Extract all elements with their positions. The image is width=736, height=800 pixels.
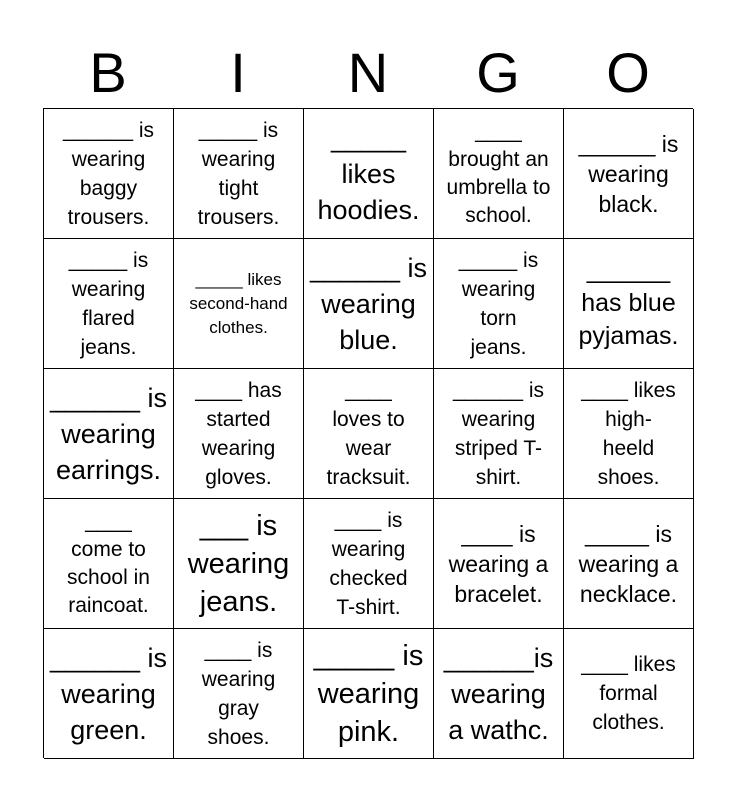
- bingo-board: [43, 108, 693, 758]
- cell-text: ______ has blue pyjamas.: [578, 256, 679, 350]
- bingo-cell-r4c2[interactable]: [174, 499, 304, 629]
- cell-text: ___ is wearing jeans.: [187, 509, 290, 618]
- bingo-cell-r2c3[interactable]: [304, 239, 434, 369]
- cell-text: ____ has started wearing gloves.: [195, 378, 282, 489]
- header-letter-b: B: [89, 41, 127, 104]
- cell-text: ______ is wearing earrings.: [49, 382, 168, 485]
- cell-text: ____ brought an umbrella to school.: [446, 119, 551, 227]
- bingo-cell-r5c1[interactable]: [44, 629, 174, 759]
- cell-text: ____ likes high- heeld shoes.: [581, 378, 676, 489]
- bingo-cell-r3c4[interactable]: [434, 369, 564, 499]
- cell-text: ______ is wearing black.: [578, 130, 679, 217]
- bingo-cell-r2c2[interactable]: [174, 239, 304, 369]
- cell-text: _____ is wearing tight trousers.: [197, 118, 280, 229]
- cell-text: ______ is wearing green.: [49, 642, 168, 745]
- cell-text: ____ is wearing a bracelet.: [448, 520, 549, 607]
- bingo-cell-r5c2[interactable]: [174, 629, 304, 759]
- header-letter-o: O: [606, 41, 650, 104]
- header-letter-i: I: [230, 41, 246, 104]
- bingo-cell-r4c4[interactable]: [434, 499, 564, 629]
- cell-text: ____ likes formal clothes.: [581, 653, 676, 734]
- bingo-cell-r4c3[interactable]: [304, 499, 434, 629]
- bingo-cell-r3c2[interactable]: [174, 369, 304, 499]
- cell-text: ____ come to school in raincoat.: [67, 509, 150, 617]
- cell-text: _____ is wearing flared jeans.: [68, 248, 149, 359]
- bingo-cell-r1c4[interactable]: [434, 109, 564, 239]
- cell-text: _____ is wearing torn jeans.: [458, 248, 539, 359]
- bingo-cell-r2c5[interactable]: [564, 239, 694, 369]
- bingo-cell-r1c2[interactable]: [174, 109, 304, 239]
- bingo-cell-r5c4[interactable]: [434, 629, 564, 759]
- cell-text: _____ is wearing pink.: [313, 639, 424, 748]
- cell-text: _____ likes second-hand clothes.: [189, 269, 288, 337]
- cell-text: ____ is wearing gray shoes.: [201, 638, 276, 749]
- bingo-cell-r4c1[interactable]: [44, 499, 174, 629]
- bingo-cell-r3c1[interactable]: [44, 369, 174, 499]
- bingo-cell-r2c1[interactable]: [44, 239, 174, 369]
- cell-text: _____ is wearing a necklace.: [578, 520, 679, 607]
- cell-text: ______ is wearing baggy trousers.: [62, 118, 155, 229]
- bingo-cell-r3c3[interactable]: [304, 369, 434, 499]
- header-letter-g: G: [476, 41, 520, 104]
- bingo-cell-r2c4[interactable]: [434, 239, 564, 369]
- bingo-cell-r1c3[interactable]: [304, 109, 434, 239]
- cell-text: ____ loves to wear tracksuit.: [326, 378, 411, 489]
- bingo-cell-r1c5[interactable]: [564, 109, 694, 239]
- cell-text: ____ is wearing checked T-shirt.: [329, 508, 408, 619]
- cell-text: ______is wearing a wathc.: [443, 642, 554, 745]
- bingo-header: [43, 38, 693, 108]
- header-letter-n: N: [347, 41, 389, 104]
- cell-text: ______ is wearing striped T- shirt.: [452, 378, 545, 489]
- bingo-cell-r3c5[interactable]: [564, 369, 694, 499]
- bingo-cell-r5c3[interactable]: [304, 629, 434, 759]
- bingo-cell-r1c1[interactable]: [44, 109, 174, 239]
- bingo-cell-r4c5[interactable]: [564, 499, 694, 629]
- bingo-cell-r5c5[interactable]: [564, 629, 694, 759]
- cell-text: ______ is wearing blue.: [309, 252, 428, 355]
- cell-text: _____ likes hoodies.: [317, 122, 420, 225]
